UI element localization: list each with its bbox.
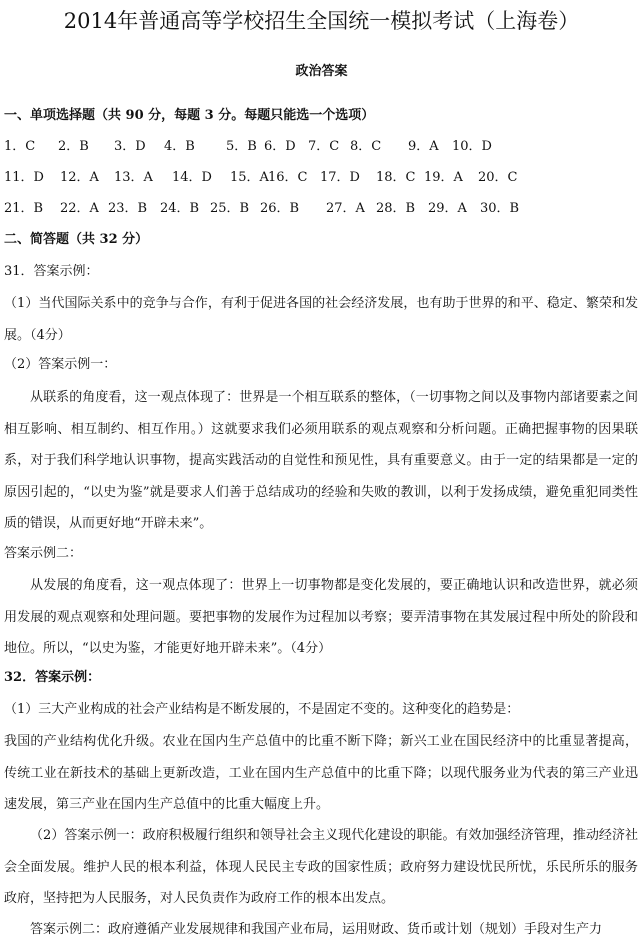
answer-item: 1．C	[4, 139, 36, 154]
answer-item: 25．B	[210, 201, 250, 216]
q31-part1: （1）当代国际关系中的竞争与合作，有利于促进各国的社会经济发展，也有助于世界的和平、稳定、繁荣和发展。（4分）	[4, 296, 638, 343]
answer-item: 19．A	[424, 170, 463, 185]
answer-item: 21．B	[4, 201, 44, 216]
answer-item: 26．B	[260, 201, 300, 216]
q32-part1-answer: 我国的产业结构优化升级。农业在国内生产总值中的比重不断下降；新兴工业在国民经济中的比重显著提高，传统工业在新技术的基础上更新改造，工业在国内生产总值中的比重下降；以现代服务业为代表的第三产业迅速发展，第三产业在国内生产总值中的比重大幅度上升。	[4, 734, 638, 812]
answer-item: 6．D	[264, 139, 296, 154]
answer-item: 29．A	[428, 201, 467, 216]
q31-label: 31．答案示例：	[4, 264, 99, 279]
section2-heading: 二、简答题（共 32 分）	[4, 232, 149, 247]
q32-label: 32．答案示例：	[4, 670, 101, 685]
q31-part2-label-alt: 答案示例二：	[4, 546, 83, 561]
answer-item: 7．C	[308, 139, 340, 154]
answer-item: 8．C	[350, 139, 382, 154]
answer-item: 11．D	[4, 170, 44, 185]
page-subtitle: 政治答案	[295, 64, 348, 79]
answer-item: 14．D	[172, 170, 212, 185]
answer-item: 3．D	[114, 139, 146, 154]
section1-heading: 一、单项选择题（共 90 分，每题 3 分。每题只能选一个选项）	[4, 108, 375, 123]
q32-part2-answer2: 答案示例二：政府遵循产业发展规律和我国产业布局，运用财政、货币或计划（规划）手段对生产力	[30, 922, 603, 937]
q32-part2-answer1: （2）答案示例一：政府积极履行组织和领导社会主义现代化建设的职能。有效加强经济管理，推动经济社会全面发展。维护人民的根本利益，体现人民民主专政的国家性质；政府努力建设忧民所忧，乐民所乐的服务政府，坚持把为人民服务，对人民负责作为政府工作的根本出发点。	[4, 828, 638, 906]
answer-item: 13．A	[114, 170, 153, 185]
q31-part2-answer2: 从发展的角度看，这一观点体现了：世界上一切事物都是变化发展的，要正确地认识和改造世界，就必须用发展的观点观察和处理问题。要把事物的发展作为过程加以考察；要弄清事物在其发展过程中所处的阶段和地位。所以，“以史为鉴，才能更好地开辟未来”。（4分）	[4, 578, 638, 656]
answer-item: 12．A	[60, 170, 99, 185]
q31-part2-label: （2）答案示例一：	[4, 357, 117, 372]
answer-item: 23．B	[108, 201, 148, 216]
answer-item: 30．B	[480, 201, 520, 216]
answer-item: 28．B	[376, 201, 416, 216]
answer-item: 10．D	[452, 139, 492, 154]
q32-part1-intro: （1）三大产业构成的社会产业结构是不断发展的，不是固定不变的。这种变化的趋势是：	[4, 702, 520, 717]
page-title: 2014年普通高等学校招生全国统一模拟考试（上海卷）	[63, 9, 580, 33]
answer-item: 22．A	[60, 201, 99, 216]
answer-item: 15．A	[230, 170, 269, 185]
answer-item: 18．C	[376, 170, 416, 185]
answer-item: 2．B	[58, 139, 89, 154]
answer-item: 16．C	[268, 170, 308, 185]
answer-item: 5．B	[226, 139, 257, 154]
answer-item: 9．A	[408, 139, 439, 154]
answer-item: 4．B	[164, 139, 195, 154]
q31-part2-answer1: 从联系的角度看，这一观点体现了：世界是一个相互联系的整体，（一切事物之间以及事物内部诸要素之间相互影响、相互制约、相互作用。）这就要求我们必须用联系的观点观察和分析问题。正确把握事物的因果联系，对于我们科学地认识事物，提高实践活动的自觉性和预见性，具有重要意义。由于一定的结果都是一定的原因引起的，“以史为鉴”就是要求人们善于总结成功的经验和失败的教训，以利于发扬成绩，避免重犯同类性质的错误，从而更好地“开辟未来”。	[4, 390, 638, 531]
answer-item: 17．D	[320, 170, 360, 185]
answer-item: 24．B	[160, 201, 200, 216]
answer-item: 27．A	[326, 201, 365, 216]
answer-item: 20．C	[478, 170, 518, 185]
